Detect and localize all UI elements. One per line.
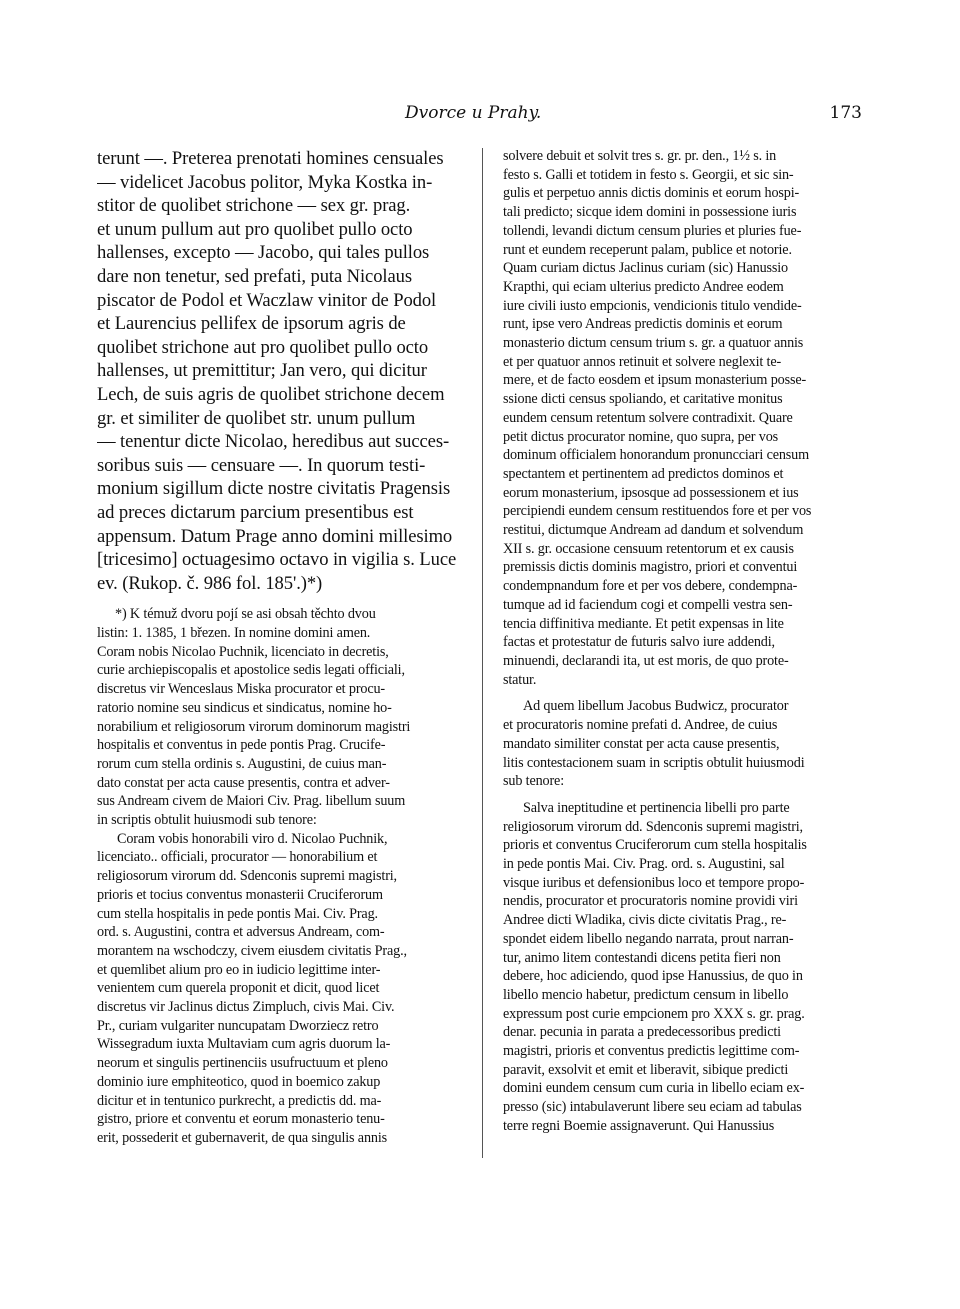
running-header — [0, 103, 960, 127]
column-divider — [482, 148, 483, 1158]
text-line: petit dictus procurator nomine, quo supra, per vos — [503, 428, 779, 445]
text-line: piscator de Podol et Waczlaw vinitor de Podol — [97, 289, 437, 311]
text-line: visque iuribus et defensionibus loco et tempore propo- — [503, 874, 805, 891]
text-line: litis contestacionem suam in scriptis obtulit huiusmodi — [503, 754, 805, 771]
text-line: gulis et perpetuo annis dictis dominis et eorum hospi- — [503, 185, 800, 202]
footnote-line: dato constat per acta cause presentis, contra et adver- — [97, 774, 390, 791]
text-line: spectantem et pertinentem ad predictos dominos et — [503, 465, 784, 482]
text-line: terunt —. Preterea prenotati homines censuales — [97, 148, 444, 169]
footnote-line: in scriptis obtulit huiusmodi sub tenore: — [97, 812, 317, 829]
text-line: et per quatuor annos retinuit et solvere neglexit te- — [503, 353, 782, 370]
footnote-line: licenciato.. officiali, procurator — honorabilium et — [97, 849, 378, 866]
footnote-line: neorum et singulis pertinenciis usufructuum et pleno — [97, 1055, 388, 1072]
text-line: hallenses, excepto — Jacobo, qui tales pullos — [97, 242, 430, 264]
text-line: stitor de quolibet strichone — sex gr. prag. — [97, 195, 411, 217]
text-line: festo s. Galli et totidem in festo s. Georgii, et sic sin- — [503, 166, 794, 183]
footnote-line: prioris et tocius conventus monasterii Cruciferorum — [97, 886, 383, 903]
footnote-line: et quemlibet alium pro eo in iudicio legittime inter- — [97, 961, 381, 978]
text-line: tollendi, levandi dictum censum pluries et pluries fue- — [503, 222, 802, 239]
page-number: 173 — [829, 103, 862, 123]
text-line: — tenentur dicte Nicolao, heredibus aut succes- — [97, 431, 450, 453]
footnote-line: dominio iure emphiteotico, quod in boemico zakup — [97, 1073, 381, 1090]
footnote-line: listin: 1. 1385, 1 březen. In nomine domini amen. — [97, 624, 371, 641]
text-line: ev. (Rukop. č. 986 fol. 185'.)*) — [97, 572, 323, 594]
running-title: Dvorce u Prahy. — [405, 103, 542, 123]
text-line: mandato similiter constat per acta cause presentis, — [503, 735, 780, 752]
text-line: et unum pullum aut pro quolibet pullo octo — [97, 218, 413, 240]
left-column — [97, 147, 469, 1148]
main-text — [97, 147, 469, 595]
text-line: nendis, procurator et procuratoris nomine providi viri — [503, 893, 798, 910]
text-line: quolibet strichone aut pro quolibet pullo octo — [97, 336, 429, 358]
text-line: factas et protestatur de futuris salvo iure addendi, — [503, 634, 775, 651]
text-line: condempnandum fore et per vos debere, condempna- — [503, 578, 798, 595]
text-line: tali predicto; sicque idem domini in possessione iuris — [503, 204, 797, 221]
text-line: religiosorum virorum dd. Sdenconis supremi magistri, — [503, 818, 803, 835]
text-line: paravit, exsolvit et emit et liberavit, sibique predicti — [503, 1061, 789, 1078]
text-line: eorum monasterium, ipsosque ad possessionem et ius — [503, 484, 799, 501]
footnote-line: ord. s. Augustini, contra et adversus Andream, com- — [97, 924, 385, 941]
text-line: debere, hoc adiciendo, quod ipse Hanussius, de quo in — [503, 968, 803, 985]
text-line: et Laurencius pellifex de ipsorum agris de — [97, 313, 406, 335]
footnote-line: cum stella hospitalis in pede pontis Mai. Civ. Prag. — [97, 905, 378, 922]
text-line: sub tenore: — [503, 773, 564, 790]
text-line: magistri, prioris et conventus predictis legittime com- — [503, 1043, 800, 1060]
footnote-line: discretus vir Wenceslaus Miska procurator et procu- — [97, 681, 386, 698]
footnote-line: religiosorum virorum dd. Sdenconis supremi magistri, — [97, 868, 397, 885]
text-line: solvere debuit et solvit tres s. gr. pr. den., 1½ s. in — [503, 148, 777, 164]
text-line: prioris et conventus Cruciferorum cum stella hospitalis — [503, 837, 807, 854]
footnote-line: rorum cum stella ordinis s. Augustini, de cuius man- — [97, 755, 387, 772]
text-line: Salva ineptitudine et pertinencia libelli pro parte — [523, 799, 790, 816]
text-line: monium sigillum dicte nostre civitatis Pragensis — [97, 478, 451, 500]
text-line: dare non tenetur, sed prefati, puta Nicolaus — [97, 265, 412, 287]
text-line: statur. — [503, 671, 537, 688]
footnote-line: Wissegradum iuxta Multaviam cum agris duorum la- — [97, 1036, 391, 1053]
footnote-line: venientem cum querela proponit et dicit, quod licet — [97, 980, 380, 997]
footnote-line: morantem na wschodczy, civem eiusdem civitatis Prag., — [97, 942, 407, 959]
text-line: ad preces dictarum parcium presentibus est — [97, 501, 414, 523]
text-line: premissis dictis dominis magistro, priori et conventui — [503, 559, 798, 576]
footnote-line: ratorio nomine seu sindicus et sindicatus, nomine ho- — [97, 699, 392, 716]
text-line: et procuratoris nomine prefati d. Andree, de cuius — [503, 717, 778, 734]
text-line: soribus suis — censuare —. In quorum testi- — [97, 454, 426, 476]
text-line: spondet eidem libello negando narrata, prout narran- — [503, 930, 794, 947]
text-line: Krapthi, qui eciam ulterius predicto Andree eodem — [503, 278, 784, 295]
text-line: iure civili iusto empcionis, vendicionis titulo vendide- — [503, 297, 802, 314]
footnote-line: gistro, priore et conventu et eorum monasterio tenu- — [97, 1111, 385, 1128]
text-line: hallenses, ut premittitur; Jan vero, qui dicitur — [97, 360, 427, 382]
text-line: tur, animo litem contestandi dicens petita fieri non — [503, 949, 781, 966]
text-line: Ad quem libellum Jacobus Budwicz, procurator — [523, 698, 789, 715]
text-line: libello mencio habetur, predictum censum in libello — [503, 986, 789, 1003]
text-line: Andree dicti Wladika, civis dicte civitatis Prag., re- — [503, 912, 787, 929]
text-line: expressum post curie empcionem pro XXX s. gr. prag. — [503, 1005, 805, 1022]
text-line: restitui, dictumque Andream ad dandum et solvendum — [503, 522, 804, 539]
footnote-line: dicitur et in tentunico purkrecht, a predictis dd. ma- — [97, 1092, 382, 1109]
text-line: runt, ipse vero Andreas predictis dominis et eorum — [503, 316, 783, 333]
text-line: XII s. gr. occasione censuum retentorum et ex causis — [503, 540, 794, 557]
text-line: tumque ad id faciendum cogi et compelli vestra sen- — [503, 596, 793, 613]
footnote-line: sus Andream civem de Maiori Civ. Prag. libellum suum — [97, 793, 406, 810]
text-line: [tricesimo] octuagesimo octavo in vigilia s. Luce — [97, 549, 457, 571]
footnote-line: discretus vir Jaclinus dictus Zimpluch, civis Mai. Civ. — [97, 999, 395, 1016]
text-line: appensum. Datum Prage anno domini millesimo — [97, 525, 453, 547]
text-line: minuendi, declarandi ita, ut est moris, de quo prote- — [503, 652, 789, 669]
text-line: in pede pontis Mai. Civ. Prag. ord. s. Augustini, sal — [503, 856, 785, 873]
text-line: terre regni Boemie assignaverunt. Qui Hanussius — [503, 1117, 775, 1134]
footnote-line: erit, possederit et gubernaverit, de qua singulis annis — [97, 1129, 388, 1146]
text-line: Quam curiam dictus Jaclinus curiam (sic) Hanussio — [503, 260, 788, 277]
text-line: gr. et similiter de quolibet str. unum pullum — [97, 407, 416, 429]
paragraph — [503, 147, 865, 689]
footnote — [97, 605, 469, 1147]
text-line: runt et eundem receperunt palam, publice et notorie. — [503, 241, 792, 258]
text-line: dominum officialem honorandum pronuncciari censum — [503, 447, 810, 464]
text-line: domini eundem censum cum curia in libello eciam ex- — [503, 1080, 805, 1097]
footnote-line: Coram nobis Nicolao Puchnik, licenciato in decretis, — [97, 643, 389, 660]
right-column — [503, 147, 865, 1136]
paragraph — [503, 799, 865, 1136]
text-line: eundem censum retentum solvere contradixit. Quare — [503, 409, 793, 426]
footnote-line: *) K témuž dvoru pojí se asi obsah těchto dvou — [115, 606, 376, 623]
footnote-line: hospitalis et conventus in pede pontis Prag. Crucife- — [97, 737, 386, 754]
text-line: Lech, de suis agris de quolibet strichone decem — [97, 383, 445, 405]
text-line: monasterio dictum censum trium s. gr. a quatuor annis — [503, 335, 804, 352]
text-line: mere, et de facto eosdem et ipsum monasterium posse- — [503, 372, 807, 389]
footnote-line: Pr., curiam vulgariter nuncupatam Dworziecz retro — [97, 1017, 379, 1034]
text-line: percipiendi eundem censum restituendos fore et per vos — [503, 503, 812, 520]
footnote-line: norabilium et religiosorum virorum dominorum magistri — [97, 718, 411, 735]
footnote-line: Coram vobis honorabili viro d. Nicolao Puchnik, — [117, 830, 388, 847]
paragraph — [503, 697, 865, 791]
text-line: denar. pecunia in parata a predecessoribus predicti — [503, 1024, 781, 1041]
text-line: ssione dicti census spoliando, et caritative monitus — [503, 391, 783, 408]
text-line: tencia diffinitiva mediante. Et petit expensas in lite — [503, 615, 784, 632]
text-line: presso (sic) intabulaverunt libere seu eciam ad tabulas — [503, 1099, 802, 1116]
text-line: — videlicet Jacobus politor, Myka Kostka in- — [97, 171, 433, 193]
footnote-line: curie archiepiscopalis et apostolice sedis legati officiali, — [97, 662, 405, 679]
